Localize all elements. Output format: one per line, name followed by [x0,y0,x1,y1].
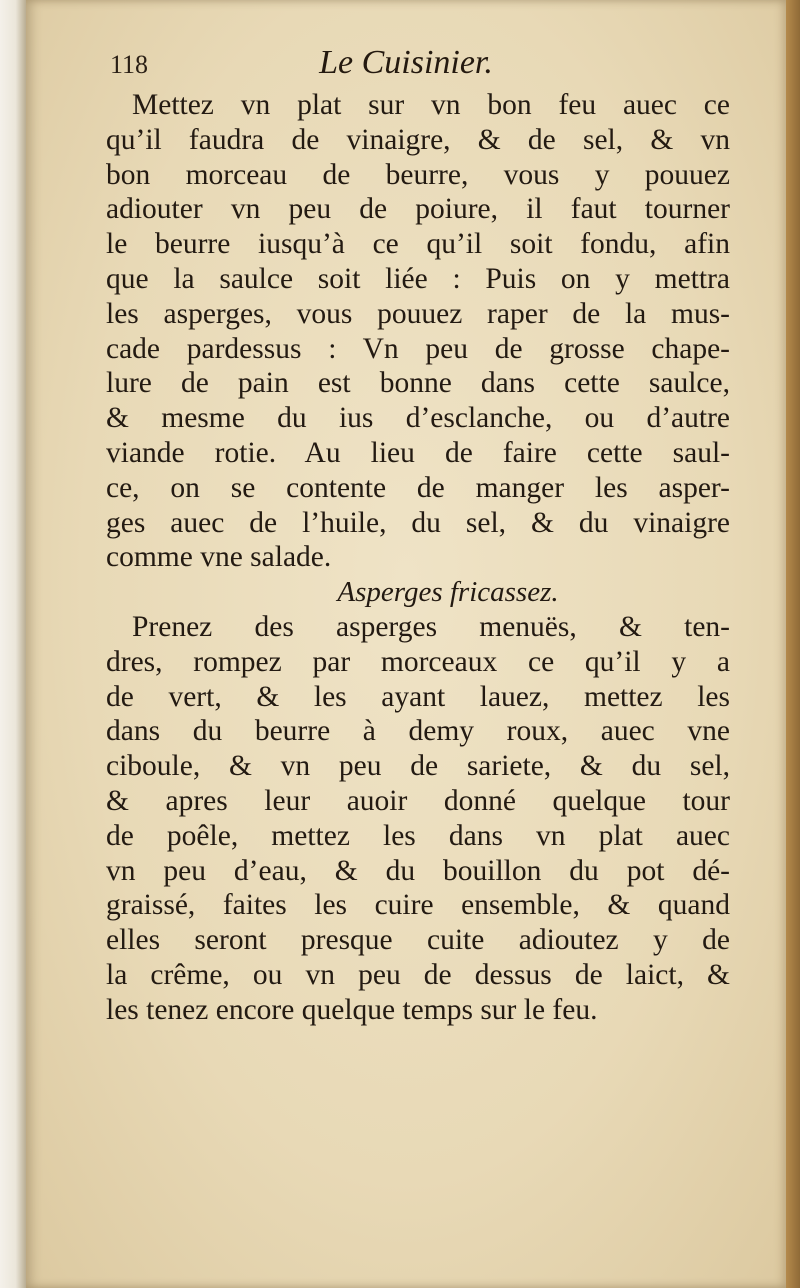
book-page [26,0,786,1288]
text-line: graissé, faites les cuire ensemble, & quand [106,889,730,922]
text-line: de poêle, mettez les dans vn plat auec [106,819,730,852]
text-line: Mettez vn plat sur vn bon feu auec ce [132,89,730,121]
page-right-edge [786,0,800,1288]
text-line: ce, on se contente de manger les asper- [106,471,730,504]
text-line: les asperges, vous pouuez raper de la mus- [106,297,730,330]
text-line: lure de pain est bonne dans cette saulce, [106,367,730,400]
text-line: Prenez des asperges menuës, & ten- [132,610,730,643]
text-line: qu’il faudra de vinaigre, & de sel, & vn [106,123,730,156]
text-line: ges auec de l’huile, du sel, & du vinaigre [106,506,730,539]
text-line: les tenez encore quelque temps sur le feu. [106,993,598,1026]
text-line: bon morceau de beurre, vous y pouuez [106,158,730,191]
paragraph-1 [106,88,730,575]
text-line: adiouter vn peu de poiure, il faut tourner [106,193,730,226]
text-line: vn peu d’eau, & du bouillon du pot dé- [106,854,730,887]
text-line: de vert, & les ayant lauez, mettez les [106,680,730,713]
paragraph-2 [106,610,730,1028]
text-line: comme vne salade. [106,541,332,574]
text-line: ciboule, & vn peu de sariete, & du sel, [106,750,730,783]
text-line: dres, rompez par morceaux ce qu’il y a [106,645,730,678]
running-title: Le Cuisinier. [319,44,493,81]
page-left-margin [0,0,26,1288]
text-line: dans du beurre à demy roux, auec vne [106,715,730,748]
text-line: elles seront presque cuite adioutez y de [106,924,730,957]
text-line: & mesme du ius d’esclanche, ou d’autre [106,402,730,435]
text-line: le beurre iusqu’à ce qu’il soit fondu, afin [106,228,730,261]
section-heading: Asperges fricassez. [337,576,559,609]
text-line: & apres leur auoir donné quelque tour [106,784,730,817]
text-line: la crême, ou vn peu de dessus de laict, & [106,958,730,991]
text-line: que la saulce soit liée : Puis on y mettra [106,262,730,295]
page-header [26,44,786,88]
page-number: 118 [110,50,149,79]
text-line: cade pardessus : Vn peu de grosse chape- [106,332,730,365]
page-body [106,88,730,1028]
text-line: viande rotie. Au lieu de faire cette saul- [106,436,730,469]
